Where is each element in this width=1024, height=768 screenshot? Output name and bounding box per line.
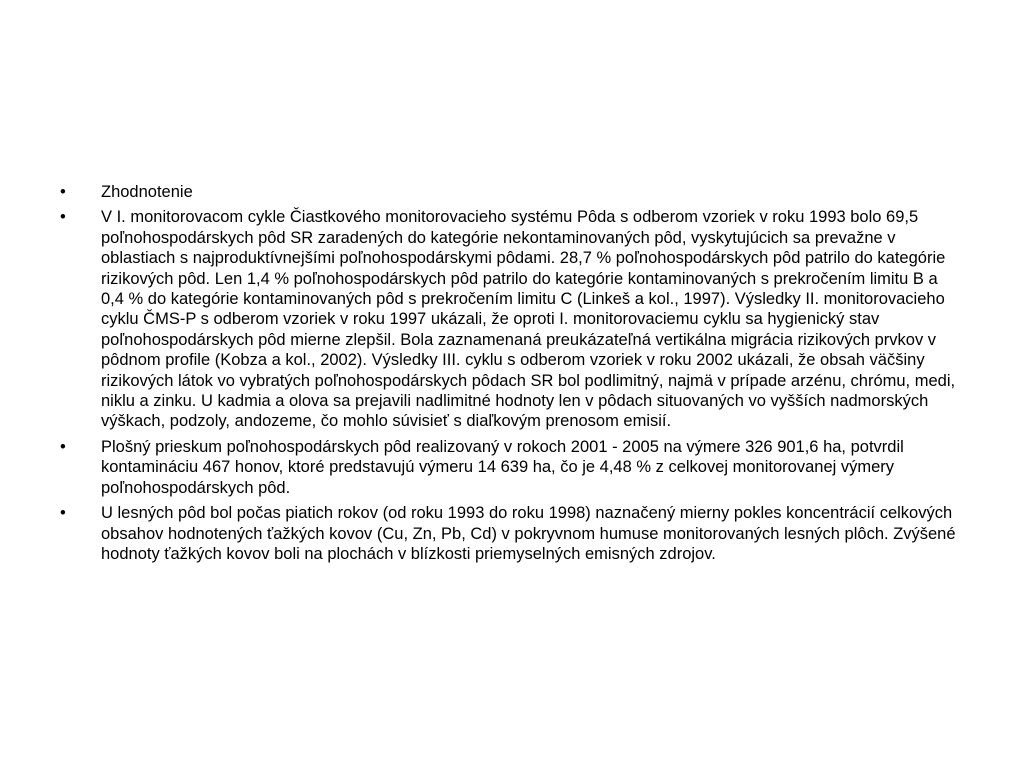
bullet-icon: •	[60, 183, 66, 201]
bullet-icon: •	[60, 437, 66, 456]
bullet-text: Plošný prieskum poľnohospodárskych pôd realizovaný v rokoch 2001 - 2005 na výmere 326 901,6 ha, potvrdil kontamináciu 467 honov, ktoré predstavujú výmeru 14 639 ha, čo je 4,48 % z celkovej monitorovanej výmery poľnohospodárskych pôd.	[101, 437, 904, 497]
bullet-text: Zhodnotenie	[101, 183, 193, 201]
bullet-icon: •	[60, 208, 66, 227]
bullet-item-heading	[60, 182, 960, 202]
bullet-text: V I. monitorovacom cykle Čiastkového monitorovacieho systému Pôda s odberom vzoriek v roku 1993 bolo 69,5 poľnohospodárskych pôd SR zaradených do kategórie nekontaminovaných pôd, vyskytujúcich sa prevažne v oblastiach s najproduktívnejšími poľnohospodárskymi pôdami. 28,7 % poľnohospodárskych pôd patrilo do kategórie rizikových pôd. Len 1,4 % poľnohospodárskych pôd patrilo do kategórie kontaminovaných s prekročením limitu B a 0,4 % do kategórie kontaminovaných pôd s prekročením limitu C (Linkeš a kol., 1997). Výsledky II. monitorovacieho cyklu ČMS-P s odberom vzoriek v roku 1997 ukázali, že oproti I. monitorovaciemu cyklu sa hygienický stav poľnohospodárskych pôd mierne zlepšil. Bola zaznamenaná preukázateľná vertikálna migrácia rizikových prvkov v pôdnom profile (Kobza a kol., 2002). Výsledky III. cyklu s odberom vzoriek v roku 2002 ukázali, že obsah väčšiny rizikových látok vo vybratých poľnohospodárskych pôdach SR bol podlimitný, najmä v prípade arzénu, chrómu, medi, niklu a zinku. U kadmia a olova sa prejavili nadlimitné hodnoty len v pôdach situovaných vo vyšších nadmorských výškach, podzoly, andozeme, čo mohlo súvisieť s diaľkovým prenosom emisií.	[101, 208, 956, 431]
bullet-item-survey	[60, 437, 960, 498]
bullet-list	[60, 182, 960, 564]
bullet-text: U lesných pôd bol počas piatich rokov (od roku 1993 do roku 1998) naznačený mierny pokles koncentrácií celkových obsahov hodnotených ťažkých kovov (Cu, Zn, Pb, Cd) v pokryvnom humuse monitorovaných lesných plôch. Zvýšené hodnoty ťažkých kovov boli na plochách v blízkosti priemyselných emisných zdrojov.	[101, 504, 956, 563]
bullet-item-forest-soils	[60, 503, 960, 564]
bullet-icon: •	[60, 504, 66, 523]
slide-content	[60, 182, 960, 569]
bullet-item-monitoring-cycles	[60, 207, 960, 431]
